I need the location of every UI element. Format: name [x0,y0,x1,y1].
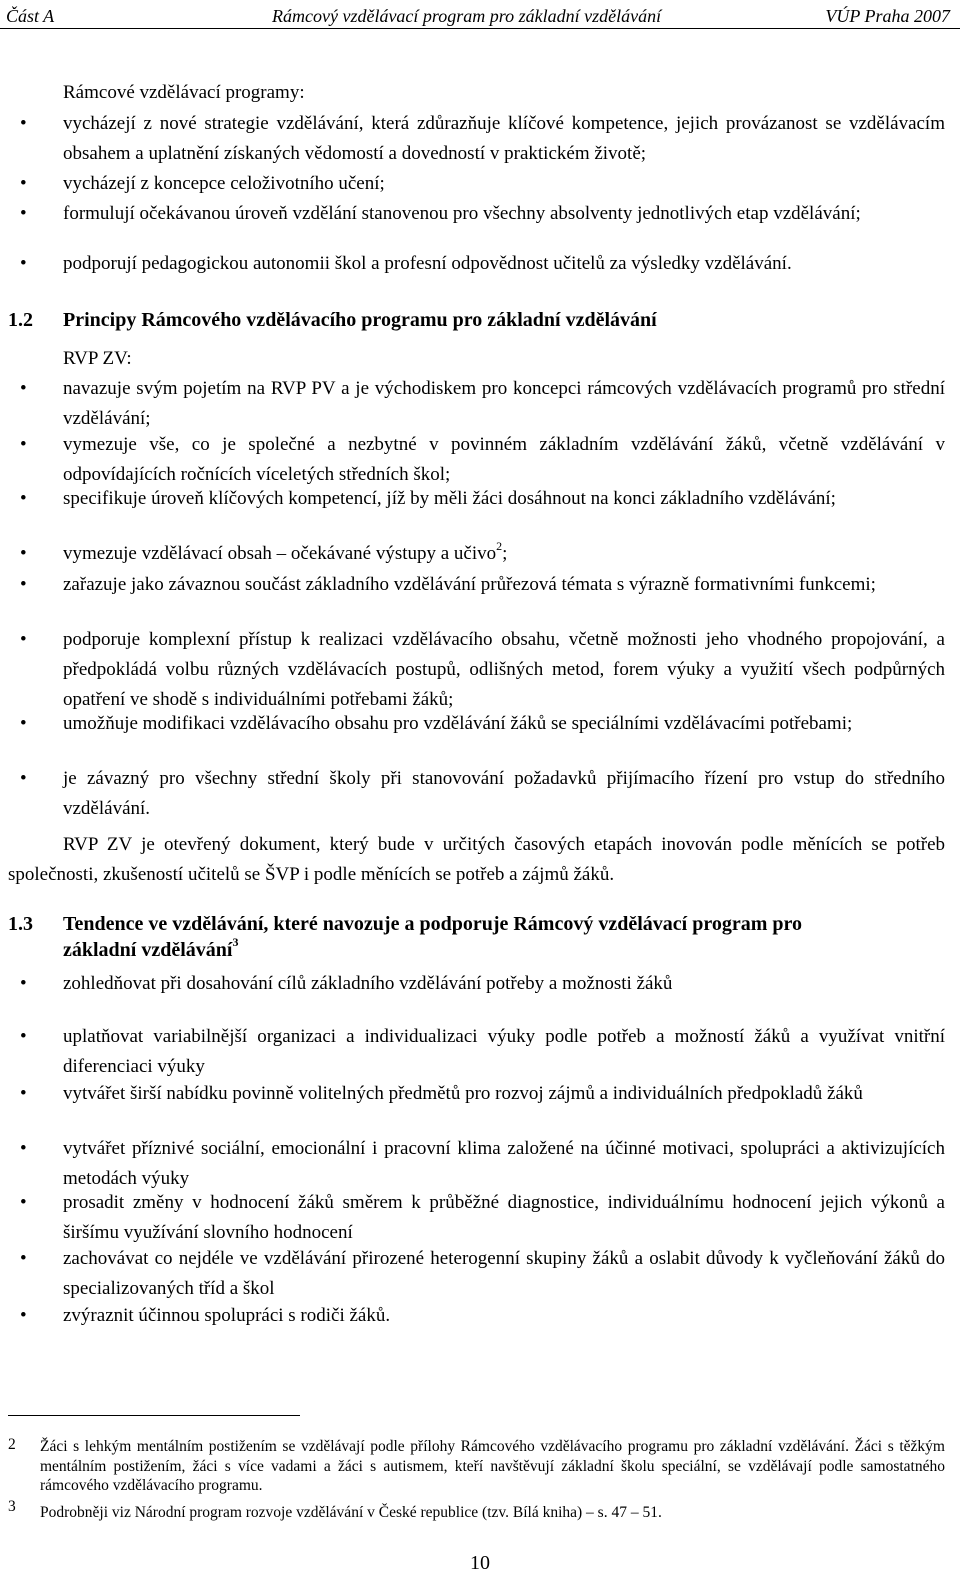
bullet-icon: • [20,203,27,224]
principle-item-tail: ; [502,543,508,564]
bullet-icon: • [20,488,27,509]
section-title-text: základní vzdělávání [63,939,233,961]
footnote-ref: 2 [496,538,503,553]
bullet-icon: • [20,1305,27,1326]
bullet-icon: • [20,543,27,564]
bullet-icon: • [20,1192,27,1213]
bullet-icon: • [20,113,27,134]
tendency-item: zohledňovat při dosahování cílů základního vzdělávání potřeby a možnosti žáků [63,973,673,994]
page-number: 10 [470,1552,490,1574]
bullet-icon: • [20,434,27,455]
header-part: Část A [6,6,55,26]
tendency-item: vytvářet příznivé sociální, emocionální i pracovní klima založené na účinné motivaci, spolupráci a aktivizujících metodách výuky [63,1138,945,1189]
bullet-icon: • [20,1138,27,1159]
intro-item: vycházejí z nové strategie vzdělávání, která zdůrazňuje klíčové kompetence, jejich provázanost se vzdělávacím obsahem a uplatnění získaných vědomostí a dovedností v praktickém životě; [63,113,945,164]
principle-item: umožňuje modifikaci vzdělávacího obsahu pro vzdělávání žáků se speciálními vzdělávacími potřebami; [63,713,853,734]
principle-item: je závazný pro všechny střední školy při stanovování požadavků přijímacího řízení pro vstup do středního vzdělávání. [63,768,945,819]
intro-lead: Rámcové vzdělávací programy: [63,82,305,103]
principle-item: vymezuje vše, co je společné a nezbytné v povinném základním vzdělávání žáků, včetně vzdělávání v odpovídajících ročnících víceletých středních škol; [63,434,945,485]
section-title-cont [63,935,238,965]
intro-item: podporují pedagogickou autonomii škol a profesní odpovědnost učitelů za výsledky vzdělávání. [63,253,792,274]
bullet-icon: • [20,378,27,399]
tendency-item: prosadit změny v hodnocení žáků směrem k průběžné diagnostice, individuálnímu hodnocení jejich výkonů a širšímu využívání slovního hodnocení [63,1192,945,1243]
bullet-icon: • [20,973,27,994]
footnote-text: Žáci s lehkým mentálním postižením se vzdělávají podle přílohy Rámcového vzdělávacího programu pro základní vzdělávání. Žáci s těžkým mentálním postižením, žáci s více vadami a žáci s autismem, kteří navštěvují základní školu speciální, se vzdělávají podle samostatného rámcového vzdělávacího programu. [40,1438,945,1494]
section-lead: RVP ZV: [63,348,132,369]
footnote-text: Podrobněji viz Národní program rozvoje vzdělávání v České republice (tzv. Bílá kniha) – s. 47 – 51. [40,1504,662,1521]
principle-item: zařazuje jako závaznou součást základního vzdělávání průřezová témata s výrazně formativními funkcemi; [63,574,876,595]
bullet-icon: • [20,1083,27,1104]
bullet-icon: • [20,713,27,734]
footnote-number: 3 [8,1498,16,1515]
header-publisher: VÚP Praha 2007 [825,6,950,26]
tendency-item: zachovávat co nejdéle ve vzdělávání přirozené heterogenní skupiny žáků a oslabit důvody k vyčleňování žáků do specializovaných tříd a škol [63,1248,945,1299]
closing-paragraph: RVP ZV je otevřený dokument, který bude v určitých časových etapách inovován podle měnících se potřeb společnosti, zkušeností učitelů se ŠVP i podle měnících se potřeb a zájmů žáků. [8,834,945,885]
footnote-divider [8,1415,300,1416]
bullet-icon: • [20,768,27,789]
principle-item: navazuje svým pojetím na RVP PV a je východiskem pro koncepci rámcových vzdělávacích programů pro střední vzdělávání; [63,378,945,429]
header-title: Rámcový vzdělávací program pro základní vzdělávání [272,6,662,26]
bullet-icon: • [20,173,27,194]
section-title: Principy Rámcového vzdělávacího programu pro základní vzdělávání [63,309,657,331]
principle-item: podporuje komplexní přístup k realizaci vzdělávacího obsahu, včetně možnosti jeho vhodného propojování, a předpokládá volbu různých vzdělávacích postupů, odlišných metod, forem výuky a využití všech podpůrných opatření ve shodě s individuálními potřebami žáků; [63,629,945,710]
bullet-icon: • [20,1248,27,1269]
tendency-item: zvýraznit účinnou spolupráci s rodiči žáků. [63,1305,391,1326]
bullet-icon: • [20,574,27,595]
section-number: 1.3 [8,913,33,935]
bullet-icon: • [20,1026,27,1047]
bullet-icon: • [20,253,27,274]
footnote-ref: 3 [232,935,239,950]
page-header [0,4,960,29]
section-number: 1.2 [8,309,33,331]
principle-item: specifikuje úroveň klíčových kompetencí, jíž by měli žáci dosáhnout na konci základního vzdělávání; [63,488,836,509]
footnote-number: 2 [8,1436,16,1453]
tendency-item: uplatňovat variabilnější organizaci a individualizaci výuky podle potřeb a možností žáků a využívat vnitřní diferenciaci výuky [63,1026,945,1077]
tendency-item: vytvářet širší nabídku povinně volitelných předmětů pro rozvoj zájmů a individuálních předpokladů žáků [63,1083,863,1104]
principle-item-text: vymezuje vzdělávací obsah – očekávané výstupy a učivo [63,543,497,564]
principle-item [63,539,945,569]
section-title: Tendence ve vzdělávání, které navozuje a podporuje Rámcový vzdělávací program pro [63,913,803,935]
intro-item: formulují očekávanou úroveň vzdělání stanovenou pro všechny absolventy jednotlivých etap vzdělávání; [63,203,861,224]
intro-item: vycházejí z koncepce celoživotního učení; [63,173,385,194]
bullet-icon: • [20,629,27,650]
